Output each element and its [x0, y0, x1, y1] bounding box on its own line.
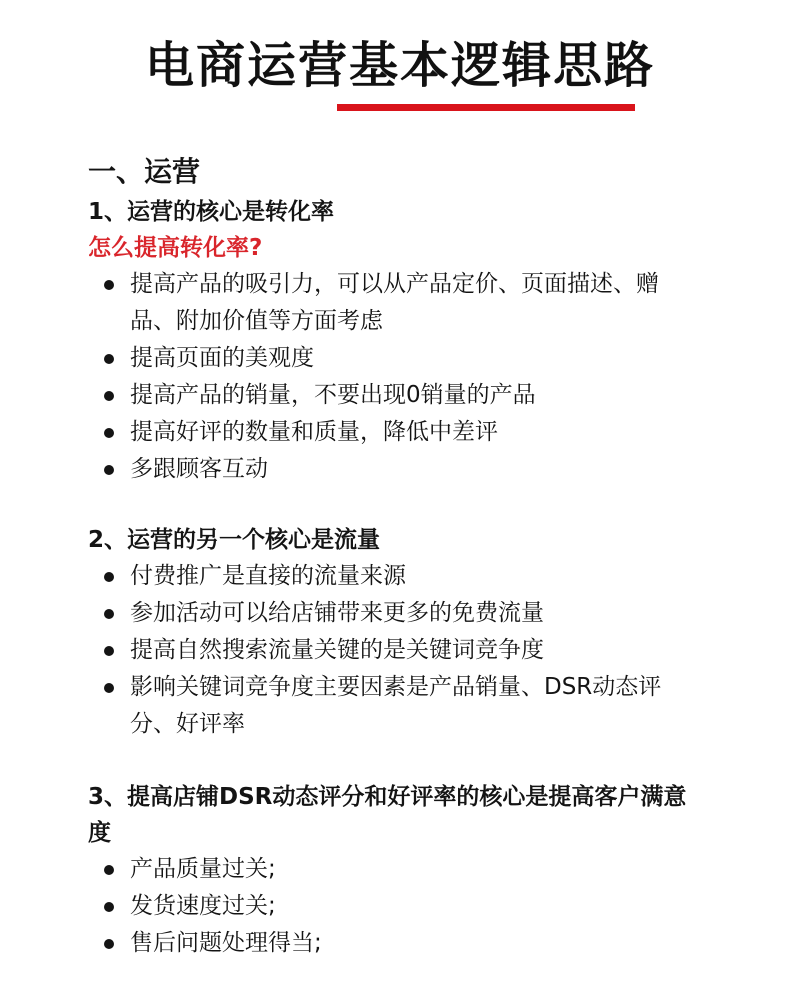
list-item-text: 售后问题处理得当; — [130, 930, 322, 956]
page-title: 电商运营基本逻辑思路 — [144, 37, 655, 94]
list-item — [88, 558, 690, 595]
list-item-text: 参加活动可以给店铺带来更多的免费流量 — [130, 600, 544, 626]
bullet-icon — [104, 354, 114, 364]
list-item — [88, 888, 690, 925]
bullet-icon — [104, 391, 114, 401]
title-underline — [337, 104, 635, 111]
list-item-text: 提高好评的数量和质量，降低中差评 — [130, 419, 498, 445]
list-item — [88, 451, 690, 488]
list-item-text: 提高产品的吸引力，可以从产品定价、页面描述、赠品、附加价值等方面考虑 — [130, 271, 659, 334]
bullet-icon — [104, 465, 114, 475]
section-1-bullet-list — [88, 266, 728, 488]
bullet-icon — [104, 902, 114, 912]
list-item-text: 提高自然搜索流量关键的是关键词竞争度 — [130, 637, 544, 663]
list-item — [88, 377, 690, 414]
list-item-text: 发货速度过关; — [130, 893, 276, 919]
section-2-bullet-list — [88, 558, 728, 743]
list-item — [88, 266, 690, 340]
section-3-bullet-list — [88, 851, 728, 962]
title-container — [0, 38, 800, 94]
section-1 — [88, 194, 728, 488]
section-3-heading: 3、提高店铺DSR动态评分和好评率的核心是提高客户满意度 — [88, 784, 687, 846]
list-item-text: 提高页面的美观度 — [130, 345, 314, 371]
spacer — [88, 488, 728, 522]
bullet-icon — [104, 939, 114, 949]
list-item — [88, 925, 690, 962]
section-2-heading: 2、运营的另一个核心是流量 — [88, 527, 381, 553]
list-item — [88, 340, 690, 377]
bullet-icon — [104, 609, 114, 619]
list-item-text: 付费推广是直接的流量来源 — [130, 563, 406, 589]
bullet-icon — [104, 280, 114, 290]
bullet-icon — [104, 683, 114, 693]
section-3 — [88, 779, 728, 962]
section-2 — [88, 522, 728, 743]
list-item — [88, 669, 690, 743]
section-heading: 一、运营 — [88, 155, 201, 188]
bullet-icon — [104, 865, 114, 875]
bullet-icon — [104, 428, 114, 438]
list-item-text: 影响关键词竞争度主要因素是产品销量、DSR动态评分、好评率 — [130, 674, 662, 737]
list-item-text: 产品质量过关; — [130, 856, 276, 882]
list-item — [88, 632, 690, 669]
list-item-text: 提高产品的销量，不要出现0销量的产品 — [130, 382, 536, 408]
list-item — [88, 595, 690, 632]
section-1-subheading: 怎么提高转化率? — [88, 235, 263, 261]
list-item — [88, 414, 690, 451]
bullet-icon — [104, 646, 114, 656]
bullet-icon — [104, 572, 114, 582]
list-item — [88, 851, 690, 888]
list-item-text: 多跟顾客互动 — [130, 456, 268, 482]
section-1-heading: 1、运营的核心是转化率 — [88, 199, 335, 225]
spacer — [88, 743, 728, 779]
document-content — [88, 152, 728, 962]
